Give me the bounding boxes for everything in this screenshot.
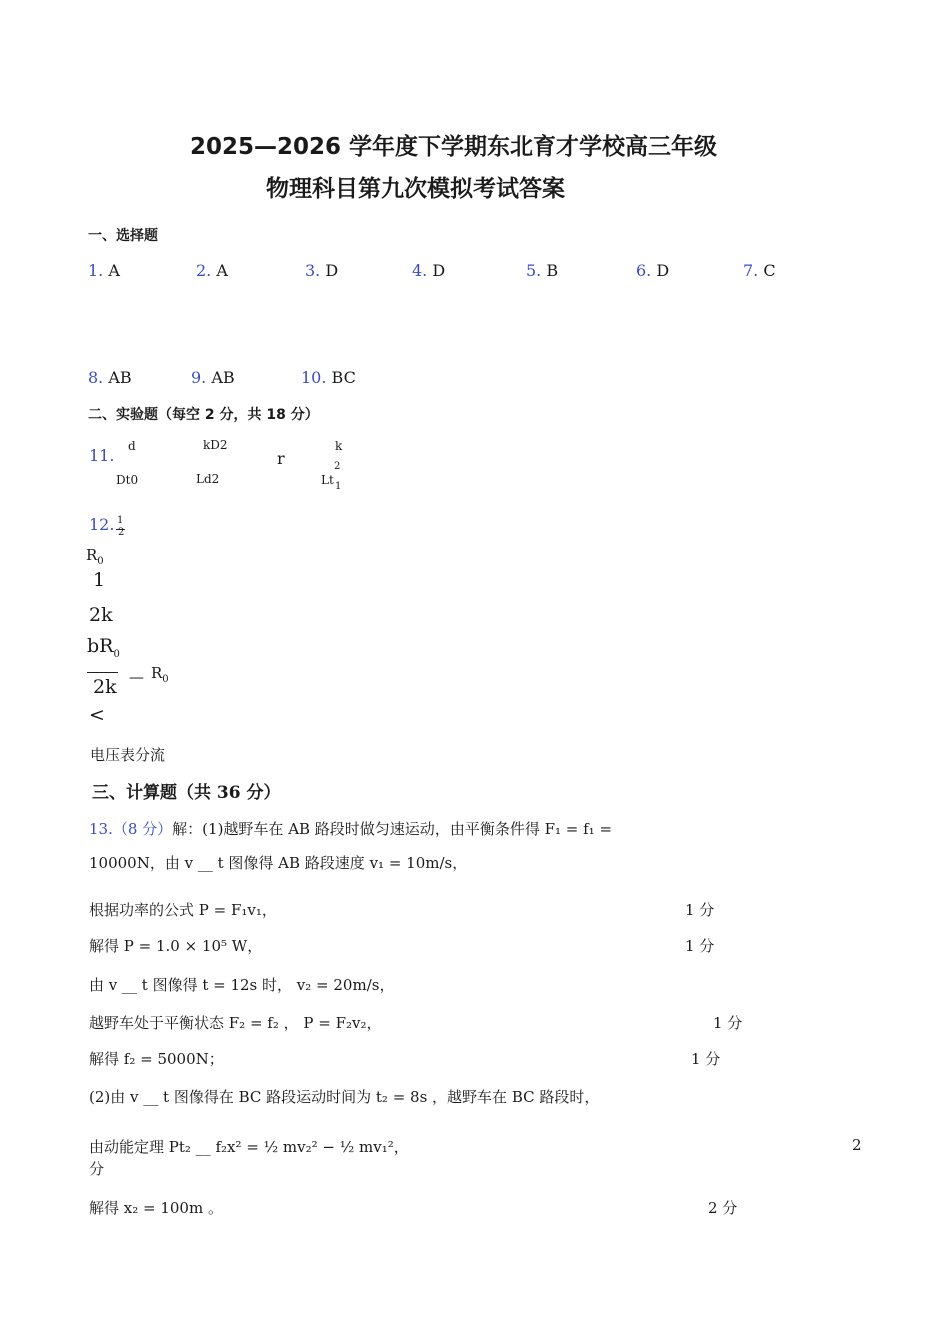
answer-10: 10. BC xyxy=(301,368,356,387)
answer-3: 3. D xyxy=(305,261,339,280)
answer-5: 5. B xyxy=(526,261,559,280)
q13-score-9: 2 xyxy=(852,1136,862,1154)
section-heading-calculation: 三、计算题（共 36 分） xyxy=(92,783,281,803)
answer-1: 1. A xyxy=(88,261,120,280)
section-heading-experiment: 二、实验题（每空 2 分，共 18 分） xyxy=(88,407,319,423)
q11-f4-sub: 1 xyxy=(335,481,342,492)
q12-note: 电压表分流 xyxy=(90,746,166,764)
q12-bR0: $bR_0$ xyxy=(87,635,120,660)
q12-minus: — xyxy=(129,668,144,686)
q11-f3: r xyxy=(277,449,285,468)
q13-line-6: 越野车处于平衡状态 F₂ = f₂ ， P = F₂v₂， xyxy=(89,1014,382,1032)
q13-line-2: 10000N，由 v __ t 图像得 AB 路段速度 v₁ = 10m/s， xyxy=(89,854,468,872)
answer-8: 8. AB xyxy=(88,368,132,387)
page-subtitle: 物理科目第九次模拟考试答案 xyxy=(266,176,565,202)
q12-r0: $R_0$ xyxy=(86,546,104,567)
q12-half-num: 1 xyxy=(117,515,124,526)
q12-half-den: 2 xyxy=(118,527,125,538)
answer-2: 2. A xyxy=(196,261,228,280)
q13-score-6: 1 分 xyxy=(713,1014,743,1032)
q11-f1-bottom: Dt0 xyxy=(116,473,139,487)
q13-line-4: 解得 P = 1.0 × 10⁵ W， xyxy=(89,937,263,955)
q13-score-9-unit: 分 xyxy=(89,1160,105,1178)
q11-f1-top: d xyxy=(128,439,136,453)
q13-line-1: 13.（8 分）解：(1)越野车在 AB 路段时做匀速运动，由平衡条件得 F₁ = f₁ = xyxy=(89,820,613,838)
q13-line-9: 由动能定理 Pt₂ __ f₂x² = ½ mv₂² − ½ mv₁²， xyxy=(89,1138,409,1156)
q13-score-7: 1 分 xyxy=(691,1050,721,1068)
q12-2k: 2k xyxy=(89,604,113,626)
q11-f2-bottom: Ld2 xyxy=(196,472,220,486)
q11-f2-top: kD2 xyxy=(203,438,228,452)
q13-line-5: 由 v __ t 图像得 t = 12s 时， v₂ = 20m/s， xyxy=(89,976,395,994)
q13-score-3: 1 分 xyxy=(685,901,715,919)
q13-line-7: 解得 f₂ = 5000N； xyxy=(89,1050,224,1068)
q12-one: 1 xyxy=(93,569,106,591)
q11-f4-sup: 2 xyxy=(334,461,341,472)
q13-score-10: 2 分 xyxy=(708,1199,738,1217)
q11-f4-top: k xyxy=(335,439,343,453)
q11-number: 11. xyxy=(89,446,115,465)
q13-line-3: 根据功率的公式 P = F₁v₁， xyxy=(89,901,277,919)
q11-f4-bottom: Lt xyxy=(321,473,334,487)
answer-6: 6. D xyxy=(636,261,670,280)
q12-2k-denominator: 2k xyxy=(93,676,117,698)
q13-line-8: (2)由 v __ t 图像得在 BC 路段运动时间为 t₂ = 8s ，越野车在 BC 路段时， xyxy=(89,1088,600,1106)
q12-number: 12. xyxy=(89,515,115,534)
q13-score-4: 1 分 xyxy=(685,937,715,955)
q12-less-than: < xyxy=(89,704,105,726)
page-title: 2025—2026 学年度下学期东北育才学校高三年级 xyxy=(190,134,718,160)
section-heading-choice: 一、选择题 xyxy=(88,228,158,244)
q13-line-10: 解得 x₂ = 100m 。 xyxy=(89,1199,223,1217)
q12-r0-second: $R_0$ xyxy=(151,664,169,685)
answer-9: 9. AB xyxy=(191,368,235,387)
answer-4: 4. D xyxy=(412,261,446,280)
answer-7: 7. C xyxy=(743,261,776,280)
